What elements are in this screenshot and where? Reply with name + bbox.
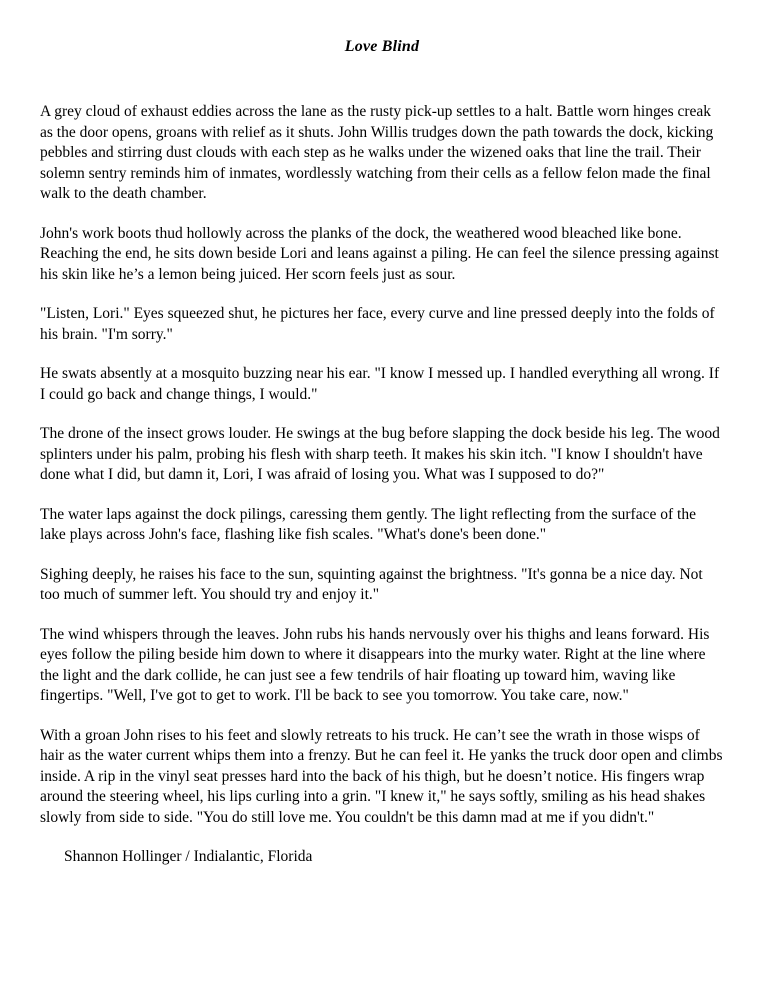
paragraph: "Listen, Lori." Eyes squeezed shut, he pictures her face, every curve and line pressed deeply into the folds of his brain. "I'm sorry." xyxy=(40,305,715,343)
paragraph: A grey cloud of exhaust eddies across the lane as the rusty pick-up settles to a halt. Battle worn hinges creak as the door opens, groans with relief as it shuts. John Willis trudges down the path towards the dock, kicking pebbles and stirring dust clouds with each step as he walks under the wizened oaks that line the trail. Their solemn sentry reminds him of inmates, wordlessly watching from their cells as a fellow felon made the final walk to the death chamber. xyxy=(40,103,714,202)
paragraph: The water laps against the dock pilings, caressing them gently. The light reflecting from the surface of the lake plays across John's face, flashing like fish scales. "What's done's been done." xyxy=(40,505,696,543)
paragraph: Sighing deeply, he raises his face to the sun, squinting against the brightness. "It's gonna be a nice day. Not too much of summer left. You should try and enjoy it." xyxy=(40,565,703,603)
paragraph: The wind whispers through the leaves. John rubs his hands nervously over his thighs and leans forward. His eyes follow the piling beside him down to where it disappears into the murky water. Right at the line where the light and the dark collide, he can just see a few tendrils of hair floating up toward him, waving like fingertips. "Well, I've got to get to work. I'll be back to see you tomorrow. You take care, now." xyxy=(40,625,710,704)
story-body xyxy=(40,102,724,828)
paragraph: John's work boots thud hollowly across the planks of the dock, the weathered wood bleached like bone. Reaching the end, he sits down beside Lori and leans against a piling. He can feel the silence pressing against his skin like he’s a lemon being juiced. Her scorn feels just as sour. xyxy=(40,224,719,283)
document-title: Love Blind xyxy=(344,38,420,55)
paragraph: He swats absently at a mosquito buzzing near his ear. "I know I messed up. I handled everything all wrong. If I could go back and change things, I would." xyxy=(40,365,720,403)
paragraph: The drone of the insect grows louder. He swings at the bug before slapping the dock beside his leg. The wood splinters under his palm, probing his flesh with sharp teeth. It makes his skin itch. "I know I shouldn't have done what I did, but damn it, Lori, I was afraid of losing you. What was I supposed to do?" xyxy=(40,425,720,483)
author-attribution: Shannon Hollinger / Indialantic, Florida xyxy=(64,848,313,865)
paragraph: With a groan John rises to his feet and slowly retreats to his truck. He can’t see the wrath in those wisps of hair as the water current whips them into a frenzy. But he can feel it. He yanks the truck door open and climbs inside. A rip in the vinyl seat presses hard into the back of his thigh, but he doesn’t notice. His fingers wrap around the steering wheel, his lips curling into a grin. "I knew it," he says softly, smiling as his head shakes slowly from side to side. "You do still love me. You couldn't be this damn mad at me if you didn't." xyxy=(40,726,723,826)
